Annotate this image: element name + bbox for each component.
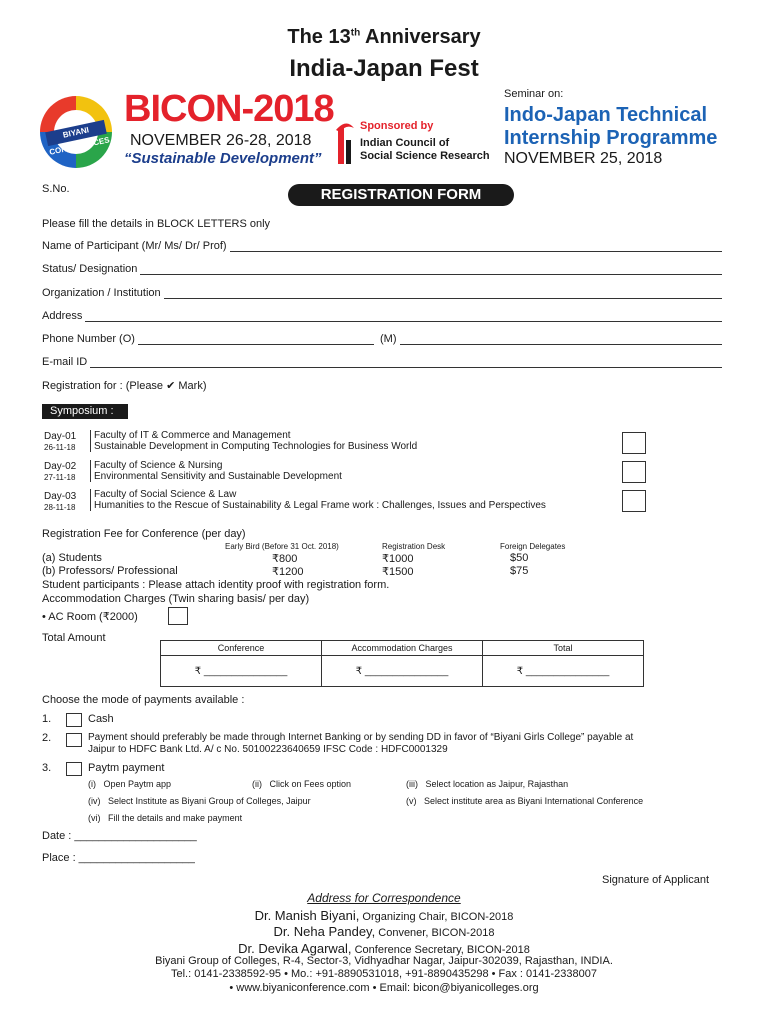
- col-registration-desk: Registration Desk: [382, 542, 446, 551]
- website-email[interactable]: • www.biyaniconference.com • Email: bicon@biyanicolleges.org: [229, 982, 539, 994]
- students-early: ₹800: [272, 553, 298, 565]
- bicon-theme: “Sustainable Development”: [124, 150, 322, 167]
- phone-office-field[interactable]: Phone Number (O): [42, 333, 374, 345]
- paytm-label: Paytm payment: [88, 762, 165, 774]
- payment-2-number: 2.: [42, 732, 52, 744]
- sponsored-by: Sponsored by: [360, 120, 434, 132]
- icssr-logo-icon: [334, 118, 356, 166]
- paytm-step: (iv) Select Institute as Biyani Group of Colleges, Jaipur: [88, 796, 311, 806]
- seminar-label: Seminar on:: [504, 88, 564, 100]
- name-field[interactable]: Name of Participant (Mr/ Ms/ Dr/ Prof): [42, 240, 722, 252]
- logo-text: BIYANI CONFERENCES: [45, 120, 107, 146]
- cash-checkbox[interactable]: [66, 713, 82, 727]
- paytm-step: (iii) Select location as Jaipur, Rajasthan: [406, 779, 569, 789]
- paytm-step: (i) Open Paytm app: [88, 779, 172, 789]
- day-03-details: Faculty of Social Science & Law Humanities to the Rescue of Sustainability & Legal Frame work : Challenges, Issues and Perspectives: [90, 489, 546, 511]
- col-foreign-delegates: Foreign Delegates: [500, 542, 566, 551]
- total-amount-field[interactable]: ₹ _______________: [483, 656, 644, 687]
- professors-desk: ₹1500: [382, 566, 414, 578]
- instruction-text: Please fill the details in BLOCK LETTERS only: [42, 218, 271, 230]
- payment-heading: Choose the mode of payments available :: [42, 694, 245, 706]
- amount-table: [160, 640, 644, 687]
- ac-room-checkbox[interactable]: [168, 607, 188, 625]
- payment-3-number: 3.: [42, 762, 52, 774]
- fest-title: India-Japan Fest: [289, 55, 479, 82]
- bicon-dates: NOVEMBER 26-28, 2018: [130, 132, 312, 149]
- contact-secretary: Dr. Devika Agarwal, Conference Secretary, BICON-2018: [238, 941, 530, 956]
- date-field[interactable]: Date : ____________________: [42, 830, 197, 842]
- seminar-date: NOVEMBER 25, 2018: [504, 150, 663, 167]
- paytm-step: (v) Select institute area as Biyani International Conference: [406, 796, 644, 806]
- day-02-checkbox[interactable]: [622, 461, 646, 483]
- cash-label: Cash: [88, 713, 114, 725]
- students-desk: ₹1000: [382, 553, 414, 565]
- contact-convener: Dr. Neha Pandey, Convener, BICON-2018: [273, 924, 495, 939]
- biyani-conferences-logo: [40, 96, 112, 168]
- seminar-title: Indo-Japan Technical Internship Programme: [504, 104, 718, 149]
- day-01-label: Day-01 26-11-18: [44, 431, 77, 452]
- bank-transfer-label: Payment should preferably be made through Internet Banking or by sending DD in favor of “Biyani Girls College” payable at Jaipur to HDFC Bank Ltd. A/ c No. 50100223640659 IFSC Code : HDFC0001329: [88, 732, 634, 755]
- col-early-bird: Early Bird (Before 31 Oct. 2018): [225, 542, 339, 551]
- day-01-details: Faculty of IT & Commerce and Management Sustainable Development in Computing Technologies for Business World: [90, 430, 417, 452]
- correspondence-heading: Address for Correspondence: [307, 891, 461, 905]
- phone-mobile-field[interactable]: (M): [380, 333, 722, 345]
- ac-room-label: • AC Room (₹2000): [42, 611, 138, 623]
- paytm-checkbox[interactable]: [66, 762, 82, 776]
- table-header-conference: Conference: [161, 641, 322, 656]
- fee-row-professors: (b) Professors/ Professional: [42, 565, 178, 577]
- signature-label: Signature of Applicant: [602, 874, 710, 886]
- table-header-total: Total: [483, 641, 644, 656]
- designation-field[interactable]: Status/ Designation: [42, 263, 722, 275]
- anniversary-title: The 13th Anniversary: [287, 26, 481, 48]
- professors-foreign: $75: [510, 565, 529, 577]
- contact-organizing-chair: Dr. Manish Biyani, Organizing Chair, BICON-2018: [254, 908, 514, 923]
- fee-heading: Registration Fee for Conference (per day): [42, 528, 246, 540]
- day-03-label: Day-03 28-11-18: [44, 491, 77, 512]
- postal-address: Biyani Group of Colleges, R-4, Sector-3, Vidhyadhar Nagar, Jaipur-302039, Rajasthan, INDIA.: [155, 955, 613, 967]
- day-01-checkbox[interactable]: [622, 432, 646, 454]
- bicon-title: BICON-2018: [124, 88, 334, 130]
- registration-for-label: Registration for : (Please ✔ Mark): [42, 380, 207, 392]
- address-field[interactable]: Address: [42, 310, 722, 322]
- student-note: Student participants : Please attach identity proof with registration form.: [42, 579, 390, 591]
- day-02-details: Faculty of Science & Nursing Environmental Sensitivity and Sustainable Development: [90, 460, 342, 482]
- table-header-accommodation: Accommodation Charges: [322, 641, 483, 656]
- fee-row-students: (a) Students: [42, 552, 102, 564]
- conference-amount-field[interactable]: ₹ _______________: [161, 656, 322, 687]
- serial-number-label: S.No.: [42, 183, 70, 195]
- professors-early: ₹1200: [272, 566, 304, 578]
- day-02-label: Day-02 27-11-18: [44, 461, 77, 482]
- students-foreign: $50: [510, 552, 529, 564]
- day-03-checkbox[interactable]: [622, 490, 646, 512]
- organization-field[interactable]: Organization / Institution: [42, 287, 722, 299]
- paytm-step: (ii) Click on Fees option: [252, 779, 352, 789]
- place-field[interactable]: Place : ___________________: [42, 852, 195, 864]
- accommodation-label: Accommodation Charges (Twin sharing basis/ per day): [42, 593, 310, 605]
- registration-form-title: REGISTRATION FORM: [288, 184, 514, 206]
- total-amount-label: Total Amount: [42, 632, 106, 644]
- paytm-step: (vi) Fill the details and make payment: [88, 813, 243, 823]
- payment-1-number: 1.: [42, 713, 52, 725]
- accommodation-amount-field[interactable]: ₹ _______________: [322, 656, 483, 687]
- bank-transfer-checkbox[interactable]: [66, 733, 82, 747]
- email-field[interactable]: E-mail ID: [42, 356, 722, 368]
- sponsor-name: Indian Council of Social Science Research: [360, 137, 490, 162]
- phone-fax: Tel.: 0141-2338592-95 • Mo.: +91-8890531018, +91-8890435298 • Fax : 0141-2338007: [170, 968, 598, 980]
- symposium-label: Symposium :: [42, 404, 128, 419]
